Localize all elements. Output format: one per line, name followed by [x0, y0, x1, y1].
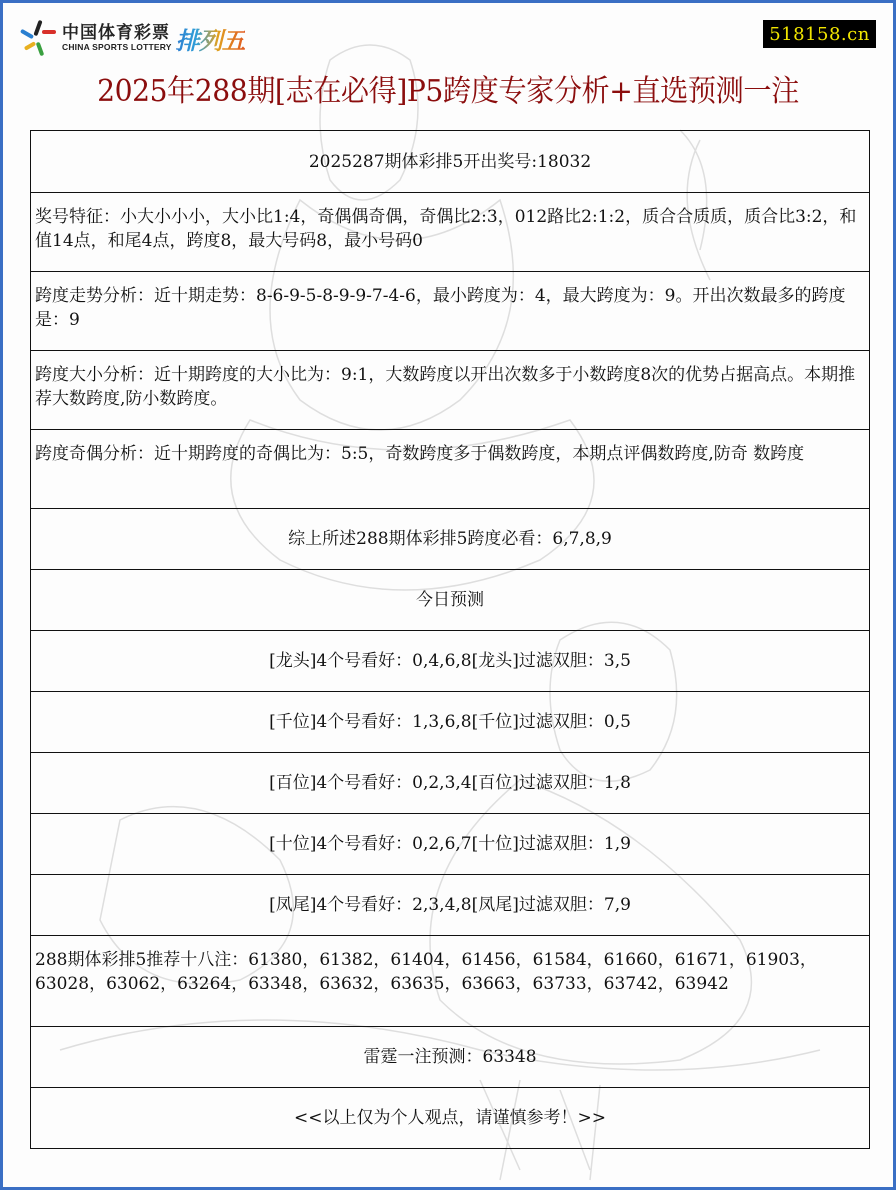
position-row-hundreds [31, 752, 869, 813]
position-text: [千位]4个号看好：1,3,6,8[千位]过滤双胆：0,5 [269, 712, 631, 732]
logo-english-text: CHINA SPORTS LOTTERY [62, 42, 172, 52]
position-row-dragon-head [31, 630, 869, 691]
eighteen-picks-row [31, 935, 869, 1026]
header [0, 0, 896, 62]
draw-result-text: 2025287期体彩排5开出奖号:18032 [308, 151, 592, 172]
today-prediction-heading-row [31, 569, 869, 630]
position-text: [凤尾]4个号看好：2,3,4,8[凤尾]过滤双胆：7,9 [269, 895, 631, 915]
summary-row [31, 508, 869, 569]
span-trend-text: 跨度走势分析：近十期走势：8-6-9-5-8-9-9-7-4-6，最小跨度为：4，最大跨度为：9。开出次数最多的跨度是：9 [35, 286, 846, 330]
span-trend-row [31, 271, 869, 350]
site-badge[interactable]: 518158.cn [763, 20, 876, 48]
position-row-phoenix-tail [31, 874, 869, 935]
span-parity-row [31, 429, 869, 508]
number-features-text: 奖号特征：小大小小小，大小比1:4，奇偶偶奇偶，奇偶比2:3，012路比2:1:2，质合合质质，质合比3:2，和值14点，和尾4点，跨度8，最大号码8，最小号码0 [35, 207, 857, 251]
eighteen-picks-text: 288期体彩排5推荐十八注：61380，61382，61404，61456，61584，61660，61671，61903，63028，63062，63264，63348，63632，63635，63663，63733，63742，63942 [35, 950, 817, 994]
lottery-star-icon [18, 18, 58, 58]
position-text: [百位]4个号看好：0,2,3,4[百位]过滤双胆：1,8 [269, 773, 631, 793]
china-sports-lottery-logo [18, 18, 245, 58]
position-text: [龙头]4个号看好：0,4,6,8[龙头]过滤双胆：3,5 [269, 651, 631, 671]
span-parity-text: 跨度奇偶分析：近十期跨度的奇偶比为：5:5，奇数跨度多于偶数跨度，本期点评偶数跨度,防奇 数跨度 [35, 444, 805, 464]
disclaimer-text: <<以上仅为个人观点，请谨慎参考！>> [294, 1108, 606, 1128]
analysis-table [30, 130, 870, 1149]
page-title: 2025年288期[志在必得]P5跨度专家分析+直选预测一注 [97, 74, 799, 109]
single-pick-text: 雷霆一注预测：63348 [363, 1047, 537, 1067]
position-text: [十位]4个号看好：0,2,6,7[十位]过滤双胆：1,9 [269, 834, 631, 854]
number-features-row [31, 192, 869, 271]
disclaimer-row [31, 1087, 869, 1148]
today-prediction-heading: 今日预测 [416, 590, 484, 610]
span-size-row [31, 350, 869, 429]
single-pick-row [31, 1026, 869, 1087]
position-row-tens [31, 813, 869, 874]
game-name-logo: 排列五 [176, 21, 245, 56]
position-row-thousands [31, 691, 869, 752]
summary-text: 综上所述288期体彩排5跨度必看：6,7,8,9 [288, 529, 612, 549]
span-size-text: 跨度大小分析：近十期跨度的大小比为：9:1，大数跨度以开出次数多于小数跨度8次的优势占据高点。本期推荐大数跨度,防小数跨度。 [35, 365, 856, 409]
logo-chinese-text: 中国体育彩票 [62, 23, 170, 43]
draw-result-row [31, 131, 869, 192]
